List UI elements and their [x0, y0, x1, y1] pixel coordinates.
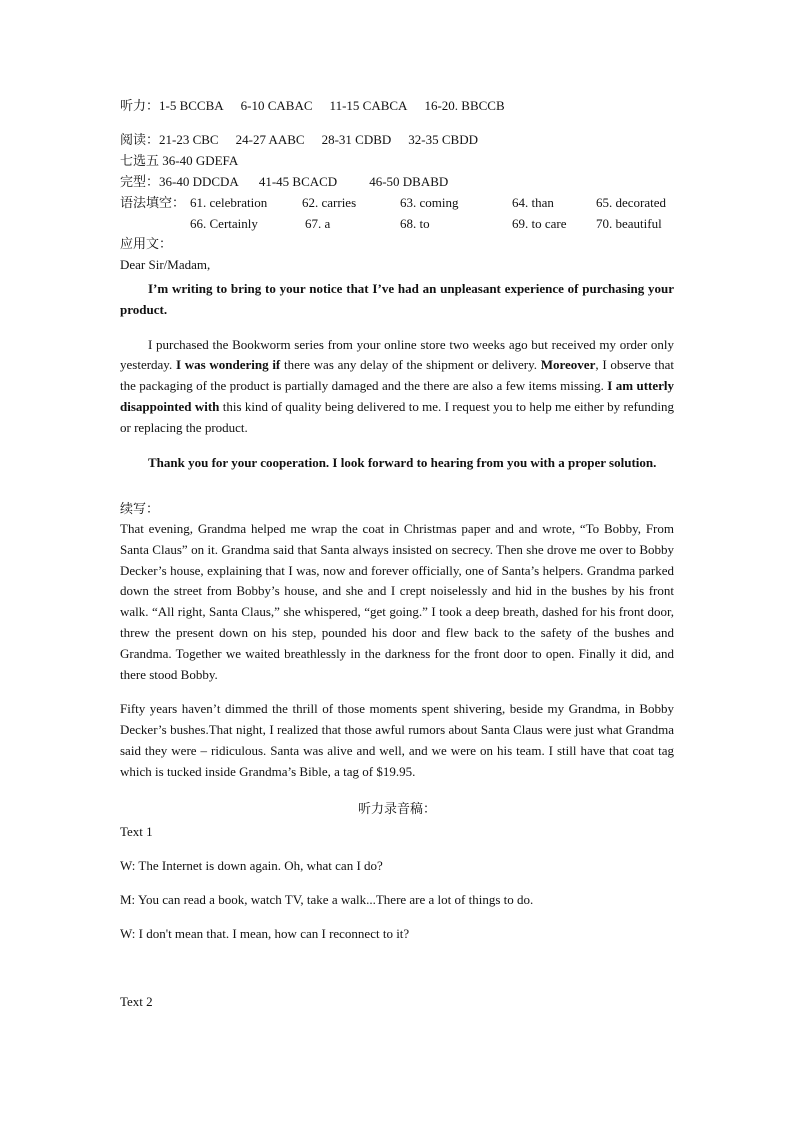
- grammar-answer: 66. Certainly: [190, 216, 258, 231]
- cloze-label: 完型：: [120, 174, 160, 189]
- continuation-section: [120, 498, 674, 783]
- answer-group: 36-40 GDEFA: [162, 153, 239, 168]
- seven-choose-five-answers: [120, 150, 238, 171]
- listening-label: 听力：: [120, 98, 160, 113]
- grammar-answer: 63. coming: [400, 195, 459, 210]
- body-text: I purchased the Bookworm series from your online store two weeks ago but received my order only yesterday.: [120, 336, 674, 373]
- answer-group: 36-40 DDCDA: [159, 174, 239, 189]
- answer-group: 21-23 CBC: [159, 132, 219, 147]
- body-paragraph: [120, 335, 674, 439]
- body-bold: I was wondering if: [175, 357, 281, 373]
- body-bold: I am utterly disappointed with: [120, 378, 675, 414]
- continuation-paragraph-2: Fifty years haven’t dimmed the thrill of those moments spent shivering, beside my Grandma, in Bobby Decker’s bushes.That night, I realized that those awful rumors about Santa Claus were just what Grandma said they were – ridiculous. Santa was alive and well, and we were on his team. I still have that coat tag which is tucked inside Grandma’s Bible, a tag of $19.95.: [120, 701, 674, 779]
- application-heading: 应用文：: [120, 236, 173, 251]
- cloze-answers: [120, 171, 448, 192]
- body-text: , I observe that the packaging of the product is partially damaged and the there are also a few items missing.: [120, 357, 675, 394]
- dialogue-line: M: You can read a book, watch TV, take a walk...There are a lot of things to do.: [120, 892, 534, 907]
- transcript-section: [120, 798, 674, 1012]
- application-section: [120, 233, 674, 473]
- seven-choose-five-label: 七选五: [120, 153, 160, 168]
- salutation: Dear Sir/Madam,: [120, 257, 211, 272]
- answer-group: 24-27 AABC: [235, 132, 305, 147]
- grammar-answer: 68. to: [400, 216, 430, 231]
- answer-group: 1-5 BCCBA: [159, 98, 224, 113]
- transcript-heading: 听力录音稿：: [357, 801, 436, 816]
- answer-group: 28-31 CDBD: [321, 132, 392, 147]
- continuation-heading: 续写：: [120, 501, 160, 516]
- answer-group: 11-15 CABCA: [329, 98, 408, 113]
- text1-title: Text 1: [120, 824, 153, 839]
- opening-paragraph: I’m writing to bring to your notice that I’ve had an unpleasant experience of purchasing your product.: [120, 281, 674, 317]
- answer-group: 32-35 CBDD: [408, 132, 478, 147]
- answer-group: 6-10 CABAC: [240, 98, 313, 113]
- reading-answers: [120, 129, 478, 150]
- grammar-answer: 70. beautiful: [596, 216, 662, 231]
- continuation-paragraph-1: That evening, Grandma helped me wrap the coat in Christmas paper and and wrote, “To Bobby, From Santa Claus” on it. Grandma said that Santa always insisted on secrecy. Then she drove me over to Bobby Decker’s house, explaining that I was, now and forever officially, one of Santa’s helpers. Grandma parked down the street from Bobby’s house, and she and I crept noiselessly and hid in the bushes by his front walk. “All right, Santa Claus,” she whispered, “get going.” I took a deep breath, dashed for his front door, threw the present down on his step, pounded his door and flew back to the safety of the bushes and Grandma. Together we waited breathlessly in the darkness for the front door to open. Finally it did, and there stood Bobby.: [120, 521, 674, 682]
- listening-answers: [120, 95, 505, 116]
- reading-label: 阅读：: [120, 132, 160, 147]
- answer-group: 46-50 DBABD: [369, 174, 449, 189]
- answer-group: 16-20. BBCCB: [424, 98, 505, 113]
- body-text: there was any delay of the shipment or delivery.: [280, 357, 541, 373]
- grammar-answer: 61. celebration: [190, 195, 268, 210]
- answer-group: 41-45 BCACD: [258, 174, 338, 189]
- grammar-answers: [120, 192, 674, 234]
- closing-paragraph: Thank you for your cooperation. I look forward to hearing from you with a proper solution.: [148, 454, 657, 470]
- body-bold: Moreover: [540, 357, 596, 373]
- grammar-answer: 69. to care: [512, 216, 567, 231]
- grammar-label: 语法填空：: [120, 195, 186, 210]
- grammar-answer: 65. decorated: [596, 195, 667, 210]
- grammar-answer: 67. a: [305, 216, 331, 231]
- dialogue-line: W: I don't mean that. I mean, how can I reconnect to it?: [120, 926, 410, 941]
- text2-title: Text 2: [120, 994, 153, 1009]
- dialogue-line: W: The Internet is down again. Oh, what can I do?: [120, 858, 383, 873]
- grammar-answer: 62. carries: [302, 195, 357, 210]
- grammar-answer: 64. than: [512, 195, 554, 210]
- body-text: this kind of quality being delivered to me. I request you to help me either by refunding or replacing the product.: [120, 398, 675, 435]
